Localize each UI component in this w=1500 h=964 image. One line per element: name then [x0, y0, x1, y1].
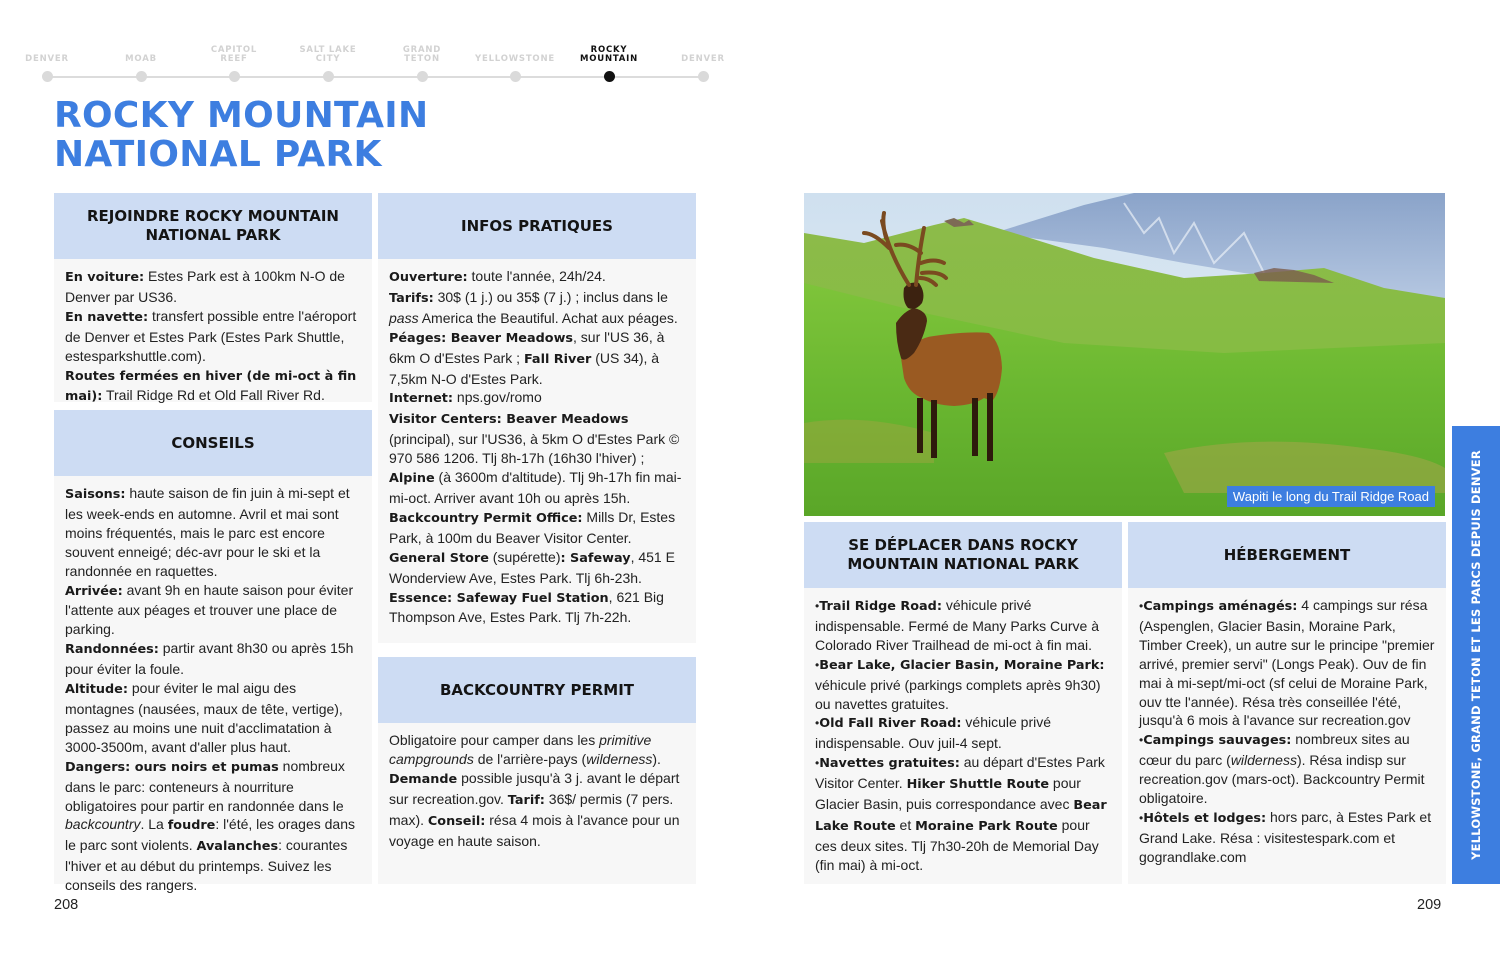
label: Campings aménagés:: [1143, 599, 1298, 614]
timeline-label: DENVER: [25, 54, 69, 64]
label: Tarifs:: [389, 290, 434, 306]
bullet-icon: •: [815, 657, 820, 672]
text: : courantes l'hiver et au début du printemps. Suivez les conseils des rangers.: [65, 837, 348, 894]
label: Arrivée:: [65, 583, 123, 599]
box-body: [804, 588, 1122, 875]
text: , 451 E Wonderview Ave, Estes Park. Tlj 6h-23h.: [389, 548, 675, 586]
label: Visitor Centers: Beaver Meadows: [389, 412, 629, 428]
label: Backcountry Permit Office:: [389, 510, 583, 526]
text: nombreux sites au cœur du parc (: [1139, 731, 1410, 769]
chapter-side-tab[interactable]: [1452, 426, 1500, 884]
bullet-icon: •: [815, 716, 820, 731]
timeline-label: ROCKY MOUNTAIN: [579, 45, 639, 64]
text: toute l'année, 24h/24.: [467, 268, 606, 284]
timeline-stop: [648, 40, 758, 64]
link-text[interactable]: nps.gov/romo: [453, 389, 542, 406]
label: Moraine Park Route: [915, 818, 1058, 834]
timeline-label: YELLOWSTONE: [475, 54, 555, 64]
text: 30$ (1 j.) ou 35$ (7 j.) ; inclus dans le: [433, 288, 668, 305]
box-heading: BACKCOUNTRY PERMIT: [378, 657, 696, 723]
timeline-label: CAPITOL REEF: [210, 45, 258, 64]
timeline-dot: [42, 71, 53, 82]
timeline-label: MOAB: [125, 54, 157, 64]
text: haute saison de fin juin à mi-sept et les week-ends en automne. Avril et mai sont moins fréquentés, mais le parc est encore souvent enneigé; déc-avr pour le ski et la randonnée en raquettes.: [65, 485, 350, 579]
label: Tarif:: [507, 792, 545, 808]
italic-text: pass: [389, 309, 419, 326]
text: Obligatoire pour camper dans les: [389, 732, 600, 748]
label: Trail Ridge Road:: [819, 599, 942, 614]
box-heading: REJOINDRE ROCKY MOUNTAIN NATIONAL PARK: [54, 193, 372, 259]
box-conseils: [54, 410, 372, 894]
timeline-dot: [698, 71, 709, 82]
timeline-label: DENVER: [681, 54, 725, 64]
text: America the Beautiful. Achat aux péages.: [418, 309, 678, 326]
itinerary-timeline: [0, 40, 760, 90]
text: avant 9h en haute saison pour éviter l'attente aux péages et trouver une place de parking.: [65, 581, 354, 638]
text: . La: [140, 816, 168, 833]
text: véhicule privé indispensable. Ouv juil-4 sept.: [815, 714, 1052, 752]
text: (supérette): [488, 548, 561, 565]
box-heading: HÉBERGEMENT: [1128, 522, 1446, 588]
text: ).: [652, 750, 661, 767]
italic-text: wilderness: [1230, 752, 1297, 769]
box-body: [54, 259, 372, 407]
text: au départ d'Estes Park Visitor Center.: [815, 754, 1105, 792]
label: foudre: [167, 818, 216, 834]
timeline-label: GRAND TETON: [402, 45, 442, 64]
label: En voiture:: [65, 270, 145, 285]
bullet-icon: •: [1139, 599, 1144, 613]
elk-photo-illustration: [804, 193, 1445, 516]
page-number-right: 209: [1417, 897, 1442, 913]
box-hebergement: [1128, 522, 1446, 884]
label: Avalanches: [196, 839, 279, 855]
text: ). Résa indisp sur recreation.gov (mars-oct). Backcountry Permit obligatoire.: [1139, 752, 1425, 807]
label: Bear Lake Route: [815, 798, 1107, 834]
box-backcountry-permit: [378, 657, 696, 884]
label: Hôtels et lodges:: [1143, 810, 1267, 826]
label: Dangers: ours noirs et pumas: [65, 759, 279, 775]
italic-text: wilderness: [586, 750, 653, 767]
label: Randonnées:: [65, 642, 159, 658]
text: (US 34), à 7,5km N-O d'Estes Park.: [389, 349, 660, 387]
label: Essence: Safeway Fuel Station: [389, 590, 609, 606]
box-heading: SE DÉPLACER DANS ROCKY MOUNTAIN NATIONAL PARK: [804, 522, 1122, 588]
label: Hiker Shuttle Route: [906, 777, 1050, 793]
text: hors parc, à Estes Park et Grand Lake. Résa : visitestespark.com et gograndlake.com: [1139, 808, 1432, 865]
text: (à 3600m d'altitude). Tlj 9h-17h fin mai-mi-oct. Arriver avant 10h ou après 15h.: [389, 469, 682, 506]
box-infos-pratiques: [378, 193, 696, 643]
timeline-dot-current: [604, 71, 615, 82]
box-body: [378, 723, 696, 850]
label: Old Fall River Road:: [819, 716, 962, 732]
bullet-icon: •: [815, 756, 820, 771]
page-number-left: 208: [54, 897, 79, 913]
label: En navette:: [65, 309, 149, 325]
timeline-label: SALT LAKE CITY: [299, 45, 357, 64]
bullet-icon: •: [815, 599, 820, 613]
text: : l'été, les orages dans le parc sont violents.: [65, 816, 356, 854]
label: Demande: [389, 771, 458, 787]
text: pour éviter le mal aigu des montagnes (nausées, maux de tête, vertige), passez au moins une nuit d'acclimatation à 3000-3500m, avant d'aller plus haut.: [65, 680, 343, 755]
box-rejoindre: [54, 193, 372, 405]
label: Conseil:: [427, 813, 486, 829]
text: Mills Dr, Estes Park, à 100m du Beaver Visitor Center.: [389, 508, 676, 546]
box-body: [378, 259, 696, 627]
label: Altitude:: [65, 682, 128, 698]
label: Péages: Beaver Meadows: [389, 330, 574, 346]
box-body: [54, 476, 372, 895]
text: 36$/ permis (7 pers. max).: [389, 790, 674, 828]
text: résa 4 mois à l'avance pour un voyage en haute saison.: [389, 811, 680, 849]
box-heading: CONSEILS: [54, 410, 372, 476]
label: Alpine: [389, 471, 435, 487]
text: pour Glacier Basin, puis correspondance avec: [815, 775, 1081, 813]
text: possible jusqu'à 3 j. avant le départ sur recreation.gov.: [389, 769, 680, 807]
text: véhicule privé (parkings complets après 9h30) ou navettes gratuites.: [815, 676, 1101, 712]
text: pour ces deux sites. Tlj 7h30-20h de Memorial Day (fin mai) à mi-oct.: [815, 816, 1099, 873]
text: Estes Park est à 100km N-O de Denver par US36.: [65, 268, 345, 305]
italic-text: primitive campgrounds: [389, 732, 652, 767]
label: Saisons:: [65, 487, 126, 502]
label: : Safeway: [560, 550, 631, 566]
text: nombreux dans le parc: conteneurs à nourriture obligatoires pour partir en randonnée dans le: [65, 757, 345, 814]
text: , sur l'US 36, à 6km O d'Estes Park ;: [389, 328, 665, 366]
italic-text: backcountry: [65, 816, 141, 833]
box-body: [1128, 588, 1446, 867]
text: , 621 Big Thompson Ave, Estes Park. Tlj 7h-22h.: [389, 588, 664, 626]
text: véhicule privé indispensable. Fermé de Many Parks Curve à Colorado River Trailhead de mi-oct à fin mai.: [815, 597, 1100, 653]
label: Campings sauvages:: [1143, 733, 1292, 749]
photo-caption: Wapiti le long du Trail Ridge Road: [1227, 486, 1435, 507]
label: Fall River: [523, 351, 592, 367]
elk-photo: [804, 193, 1445, 516]
label: Internet:: [389, 391, 454, 407]
text: et: [895, 816, 916, 833]
timeline-dot: [136, 71, 147, 82]
text: partir avant 8h30 ou après 15h pour éviter la foule.: [65, 640, 354, 678]
text: 4 campings sur résa (Aspenglen, Glacier Basin, Moraine Park, Timber Creek), un autre sur le principe "premier arrivé, premier servi" (Longs Peak). Ouv de fin mai à mi-sept/mi-oct (sf celui de Moraine Park, ouv tte l'année). Résa très conseillée l'été, jusqu'à 6 mois à l'avance sur recreation.gov: [1139, 597, 1435, 729]
box-heading: INFOS PRATIQUES: [378, 193, 696, 259]
page-title: ROCKY MOUNTAIN NATIONAL PARK: [54, 95, 429, 175]
label: Bear Lake, Glacier Basin, Moraine Park:: [819, 657, 1105, 673]
label: Navettes gratuites:: [819, 756, 960, 772]
text: de l'arrière-pays (: [473, 750, 587, 767]
bullet-icon: •: [1139, 733, 1144, 748]
text: Trail Ridge Rd et Old Fall River Rd.: [102, 387, 325, 404]
chapter-side-tab-label: YELLOWSTONE, GRAND TETON ET LES PARCS DEPUIS DENVER: [1469, 450, 1483, 860]
text: transfert possible entre l'aéroport de Denver et Estes Park (Estes Park Shuttle, estesparkshuttle.com).: [65, 307, 357, 364]
timeline-dot: [417, 71, 428, 82]
label: Routes fermées en hiver (de mi-oct à fin mai):: [65, 368, 357, 405]
label: Ouverture:: [389, 270, 468, 285]
bullet-icon: •: [1139, 810, 1144, 825]
box-se-deplacer: [804, 522, 1122, 884]
timeline-dot: [510, 71, 521, 82]
timeline-dot: [229, 71, 240, 82]
timeline-dot: [323, 71, 334, 82]
text: (principal), sur l'US36, à 5km O d'Estes Park © 970 586 1206. Tlj 8h-17h (16h30 l'hiver) ;: [389, 431, 680, 467]
label: General Store: [389, 550, 489, 566]
